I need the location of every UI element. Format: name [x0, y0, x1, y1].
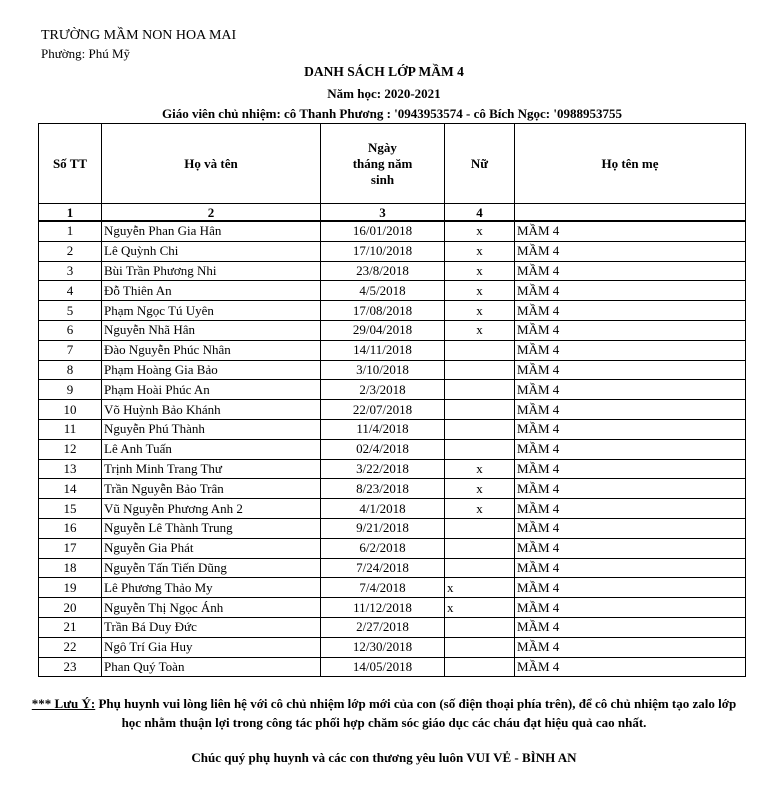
- female-mark: [445, 400, 515, 420]
- mother-name: MẦM 4: [515, 340, 746, 360]
- student-name: Phan Quý Toàn: [102, 657, 321, 677]
- table-row: [39, 558, 746, 578]
- female-mark: [445, 419, 515, 439]
- row-number: 16: [39, 518, 102, 538]
- column-index: 4: [445, 204, 515, 222]
- student-name: Nguyễn Nhã Hân: [102, 320, 321, 340]
- female-mark: x: [445, 301, 515, 321]
- column-index: [515, 204, 746, 222]
- table-row: [39, 261, 746, 281]
- row-number: 2: [39, 241, 102, 261]
- mother-name: MẦM 4: [515, 617, 746, 637]
- table-row: [39, 657, 746, 677]
- table-row: [39, 221, 746, 241]
- column-header-female: Nữ: [445, 124, 515, 204]
- birth-date: 3/10/2018: [321, 360, 445, 380]
- student-name: Vũ Nguyễn Phương Anh 2: [102, 499, 321, 519]
- student-name: Lê Phương Thảo My: [102, 578, 321, 598]
- student-name: Lê Quỳnh Chi: [102, 241, 321, 261]
- row-number: 18: [39, 558, 102, 578]
- mother-name: MẦM 4: [515, 479, 746, 499]
- birth-date: 7/24/2018: [321, 558, 445, 578]
- table-row: [39, 281, 746, 301]
- female-mark: [445, 360, 515, 380]
- female-mark: x: [445, 221, 515, 241]
- row-number: 14: [39, 479, 102, 499]
- row-number: 7: [39, 340, 102, 360]
- female-mark: [445, 380, 515, 400]
- table-row: [39, 360, 746, 380]
- birth-date: 3/22/2018: [321, 459, 445, 479]
- column-index: 2: [102, 204, 321, 222]
- female-mark: [445, 538, 515, 558]
- student-name: Trịnh Minh Trang Thư: [102, 459, 321, 479]
- female-mark: x: [445, 598, 515, 618]
- mother-name: MẦM 4: [515, 221, 746, 241]
- note-label: *** Lưu Ý:: [31, 696, 96, 711]
- table-row: [39, 439, 746, 459]
- birth-date: 17/10/2018: [321, 241, 445, 261]
- table-row: [39, 617, 746, 637]
- mother-name: MẦM 4: [515, 320, 746, 340]
- student-name: Nguyễn Phú Thành: [102, 419, 321, 439]
- mother-name: MẦM 4: [515, 459, 746, 479]
- mother-name: MẦM 4: [515, 657, 746, 677]
- birth-date: 2/3/2018: [321, 380, 445, 400]
- female-mark: [445, 657, 515, 677]
- birth-date: 16/01/2018: [321, 221, 445, 241]
- roster-body: [39, 221, 746, 677]
- table-row: [39, 241, 746, 261]
- column-index: 1: [39, 204, 102, 222]
- row-number: 3: [39, 261, 102, 281]
- female-mark: x: [445, 241, 515, 261]
- column-header-mother: Họ tên mẹ: [515, 124, 746, 204]
- mother-name: MẦM 4: [515, 499, 746, 519]
- mother-name: MẦM 4: [515, 518, 746, 538]
- row-number: 12: [39, 439, 102, 459]
- teachers-line: Giáo viên chủ nhiệm: cô Thanh Phương : '0943953574 - cô Bích Ngọc: '0988953755: [161, 106, 623, 121]
- birth-date: 14/05/2018: [321, 657, 445, 677]
- student-name: Ngô Trí Gia Huy: [102, 637, 321, 657]
- birth-date: 23/8/2018: [321, 261, 445, 281]
- student-name: Lê Anh Tuấn: [102, 439, 321, 459]
- birth-date: 8/23/2018: [321, 479, 445, 499]
- table-row: [39, 538, 746, 558]
- student-name: Trần Nguyễn Bảo Trân: [102, 479, 321, 499]
- row-number: 4: [39, 281, 102, 301]
- note-text: Phụ huynh vui lòng liên hệ với cô chủ nhiệm lớp mới của con (số điện thoại phía trên), để cô chủ nhiệm tạo zalo lớp học nhằm thuận lợi trong công tác phối hợp chăm sóc giáo dục các cháu đạt hiệu quả cao nhất.: [95, 696, 737, 730]
- column-header-stt: Số TT: [39, 124, 102, 204]
- column-header-dob: Ngày tháng năm sinh: [321, 124, 445, 204]
- mother-name: MẦM 4: [515, 439, 746, 459]
- birth-date: 14/11/2018: [321, 340, 445, 360]
- student-name: Đào Nguyễn Phúc Nhân: [102, 340, 321, 360]
- table-row: [39, 340, 746, 360]
- student-name: Võ Huỳnh Bảo Khánh: [102, 400, 321, 420]
- school-year: Năm học: 2020-2021: [327, 86, 441, 101]
- birth-date: 12/30/2018: [321, 637, 445, 657]
- birth-date: 4/5/2018: [321, 281, 445, 301]
- mother-name: MẦM 4: [515, 301, 746, 321]
- birth-date: 7/4/2018: [321, 578, 445, 598]
- student-name: Nguyễn Phan Gia Hân: [102, 221, 321, 241]
- female-mark: x: [445, 459, 515, 479]
- birth-date: 2/27/2018: [321, 617, 445, 637]
- female-mark: x: [445, 499, 515, 519]
- table-row: [39, 301, 746, 321]
- table-row: [39, 459, 746, 479]
- birth-date: 4/1/2018: [321, 499, 445, 519]
- student-name: Nguyễn Gia Phát: [102, 538, 321, 558]
- mother-name: MẦM 4: [515, 637, 746, 657]
- column-index-row: [39, 204, 746, 222]
- female-mark: x: [445, 261, 515, 281]
- birth-date: 29/04/2018: [321, 320, 445, 340]
- female-mark: x: [445, 320, 515, 340]
- student-name: Phạm Ngọc Tú Uyên: [102, 301, 321, 321]
- student-name: Nguyễn Thị Ngọc Ánh: [102, 598, 321, 618]
- female-mark: [445, 439, 515, 459]
- table-row: [39, 400, 746, 420]
- mother-name: MẦM 4: [515, 598, 746, 618]
- mother-name: MẦM 4: [515, 538, 746, 558]
- row-number: 19: [39, 578, 102, 598]
- class-roster-table: [38, 123, 746, 677]
- row-number: 21: [39, 617, 102, 637]
- note-paragraph: [30, 694, 738, 732]
- mother-name: MẦM 4: [515, 261, 746, 281]
- table-row: [39, 320, 746, 340]
- female-mark: x: [445, 479, 515, 499]
- ward-name: Phường: Phú Mỹ: [41, 46, 131, 61]
- female-mark: [445, 637, 515, 657]
- table-row: [39, 578, 746, 598]
- student-name: Phạm Hoàng Gia Bảo: [102, 360, 321, 380]
- mother-name: MẦM 4: [515, 360, 746, 380]
- table-row: [39, 499, 746, 519]
- row-number: 10: [39, 400, 102, 420]
- table-row: [39, 598, 746, 618]
- closing-line: Chúc quý phụ huynh và các con thương yêu luôn VUI VẺ - BÌNH AN: [191, 750, 577, 765]
- row-number: 9: [39, 380, 102, 400]
- row-number: 1: [39, 221, 102, 241]
- row-number: 20: [39, 598, 102, 618]
- birth-date: 9/21/2018: [321, 518, 445, 538]
- table-row: [39, 380, 746, 400]
- mother-name: MẦM 4: [515, 241, 746, 261]
- mother-name: MẦM 4: [515, 578, 746, 598]
- student-name: Bùi Trần Phương Nhi: [102, 261, 321, 281]
- table-row: [39, 419, 746, 439]
- mother-name: MẦM 4: [515, 419, 746, 439]
- table-row: [39, 479, 746, 499]
- column-index: 3: [321, 204, 445, 222]
- female-mark: [445, 558, 515, 578]
- mother-name: MẦM 4: [515, 380, 746, 400]
- row-number: 15: [39, 499, 102, 519]
- birth-date: 02/4/2018: [321, 439, 445, 459]
- table-row: [39, 518, 746, 538]
- table-header-row: [39, 124, 746, 204]
- row-number: 5: [39, 301, 102, 321]
- female-mark: x: [445, 281, 515, 301]
- table-row: [39, 637, 746, 657]
- mother-name: MẦM 4: [515, 558, 746, 578]
- student-name: Nguyễn Lê Thành Trung: [102, 518, 321, 538]
- school-name: TRƯỜNG MẦM NON HOA MAI: [41, 28, 237, 43]
- birth-date: 11/12/2018: [321, 598, 445, 618]
- row-number: 22: [39, 637, 102, 657]
- birth-date: 11/4/2018: [321, 419, 445, 439]
- column-header-name: Họ và tên: [102, 124, 321, 204]
- female-mark: [445, 340, 515, 360]
- birth-date: 22/07/2018: [321, 400, 445, 420]
- female-mark: [445, 518, 515, 538]
- student-name: Trần Bá Duy Đức: [102, 617, 321, 637]
- row-number: 23: [39, 657, 102, 677]
- row-number: 13: [39, 459, 102, 479]
- birth-date: 6/2/2018: [321, 538, 445, 558]
- page-title: DANH SÁCH LỚP MẦM 4: [304, 64, 464, 79]
- student-name: Phạm Hoài Phúc An: [102, 380, 321, 400]
- female-mark: x: [445, 578, 515, 598]
- female-mark: [445, 617, 515, 637]
- student-name: Đỗ Thiên An: [102, 281, 321, 301]
- row-number: 6: [39, 320, 102, 340]
- row-number: 8: [39, 360, 102, 380]
- mother-name: MẦM 4: [515, 281, 746, 301]
- mother-name: MẦM 4: [515, 400, 746, 420]
- birth-date: 17/08/2018: [321, 301, 445, 321]
- row-number: 17: [39, 538, 102, 558]
- student-name: Nguyễn Tấn Tiến Dũng: [102, 558, 321, 578]
- row-number: 11: [39, 419, 102, 439]
